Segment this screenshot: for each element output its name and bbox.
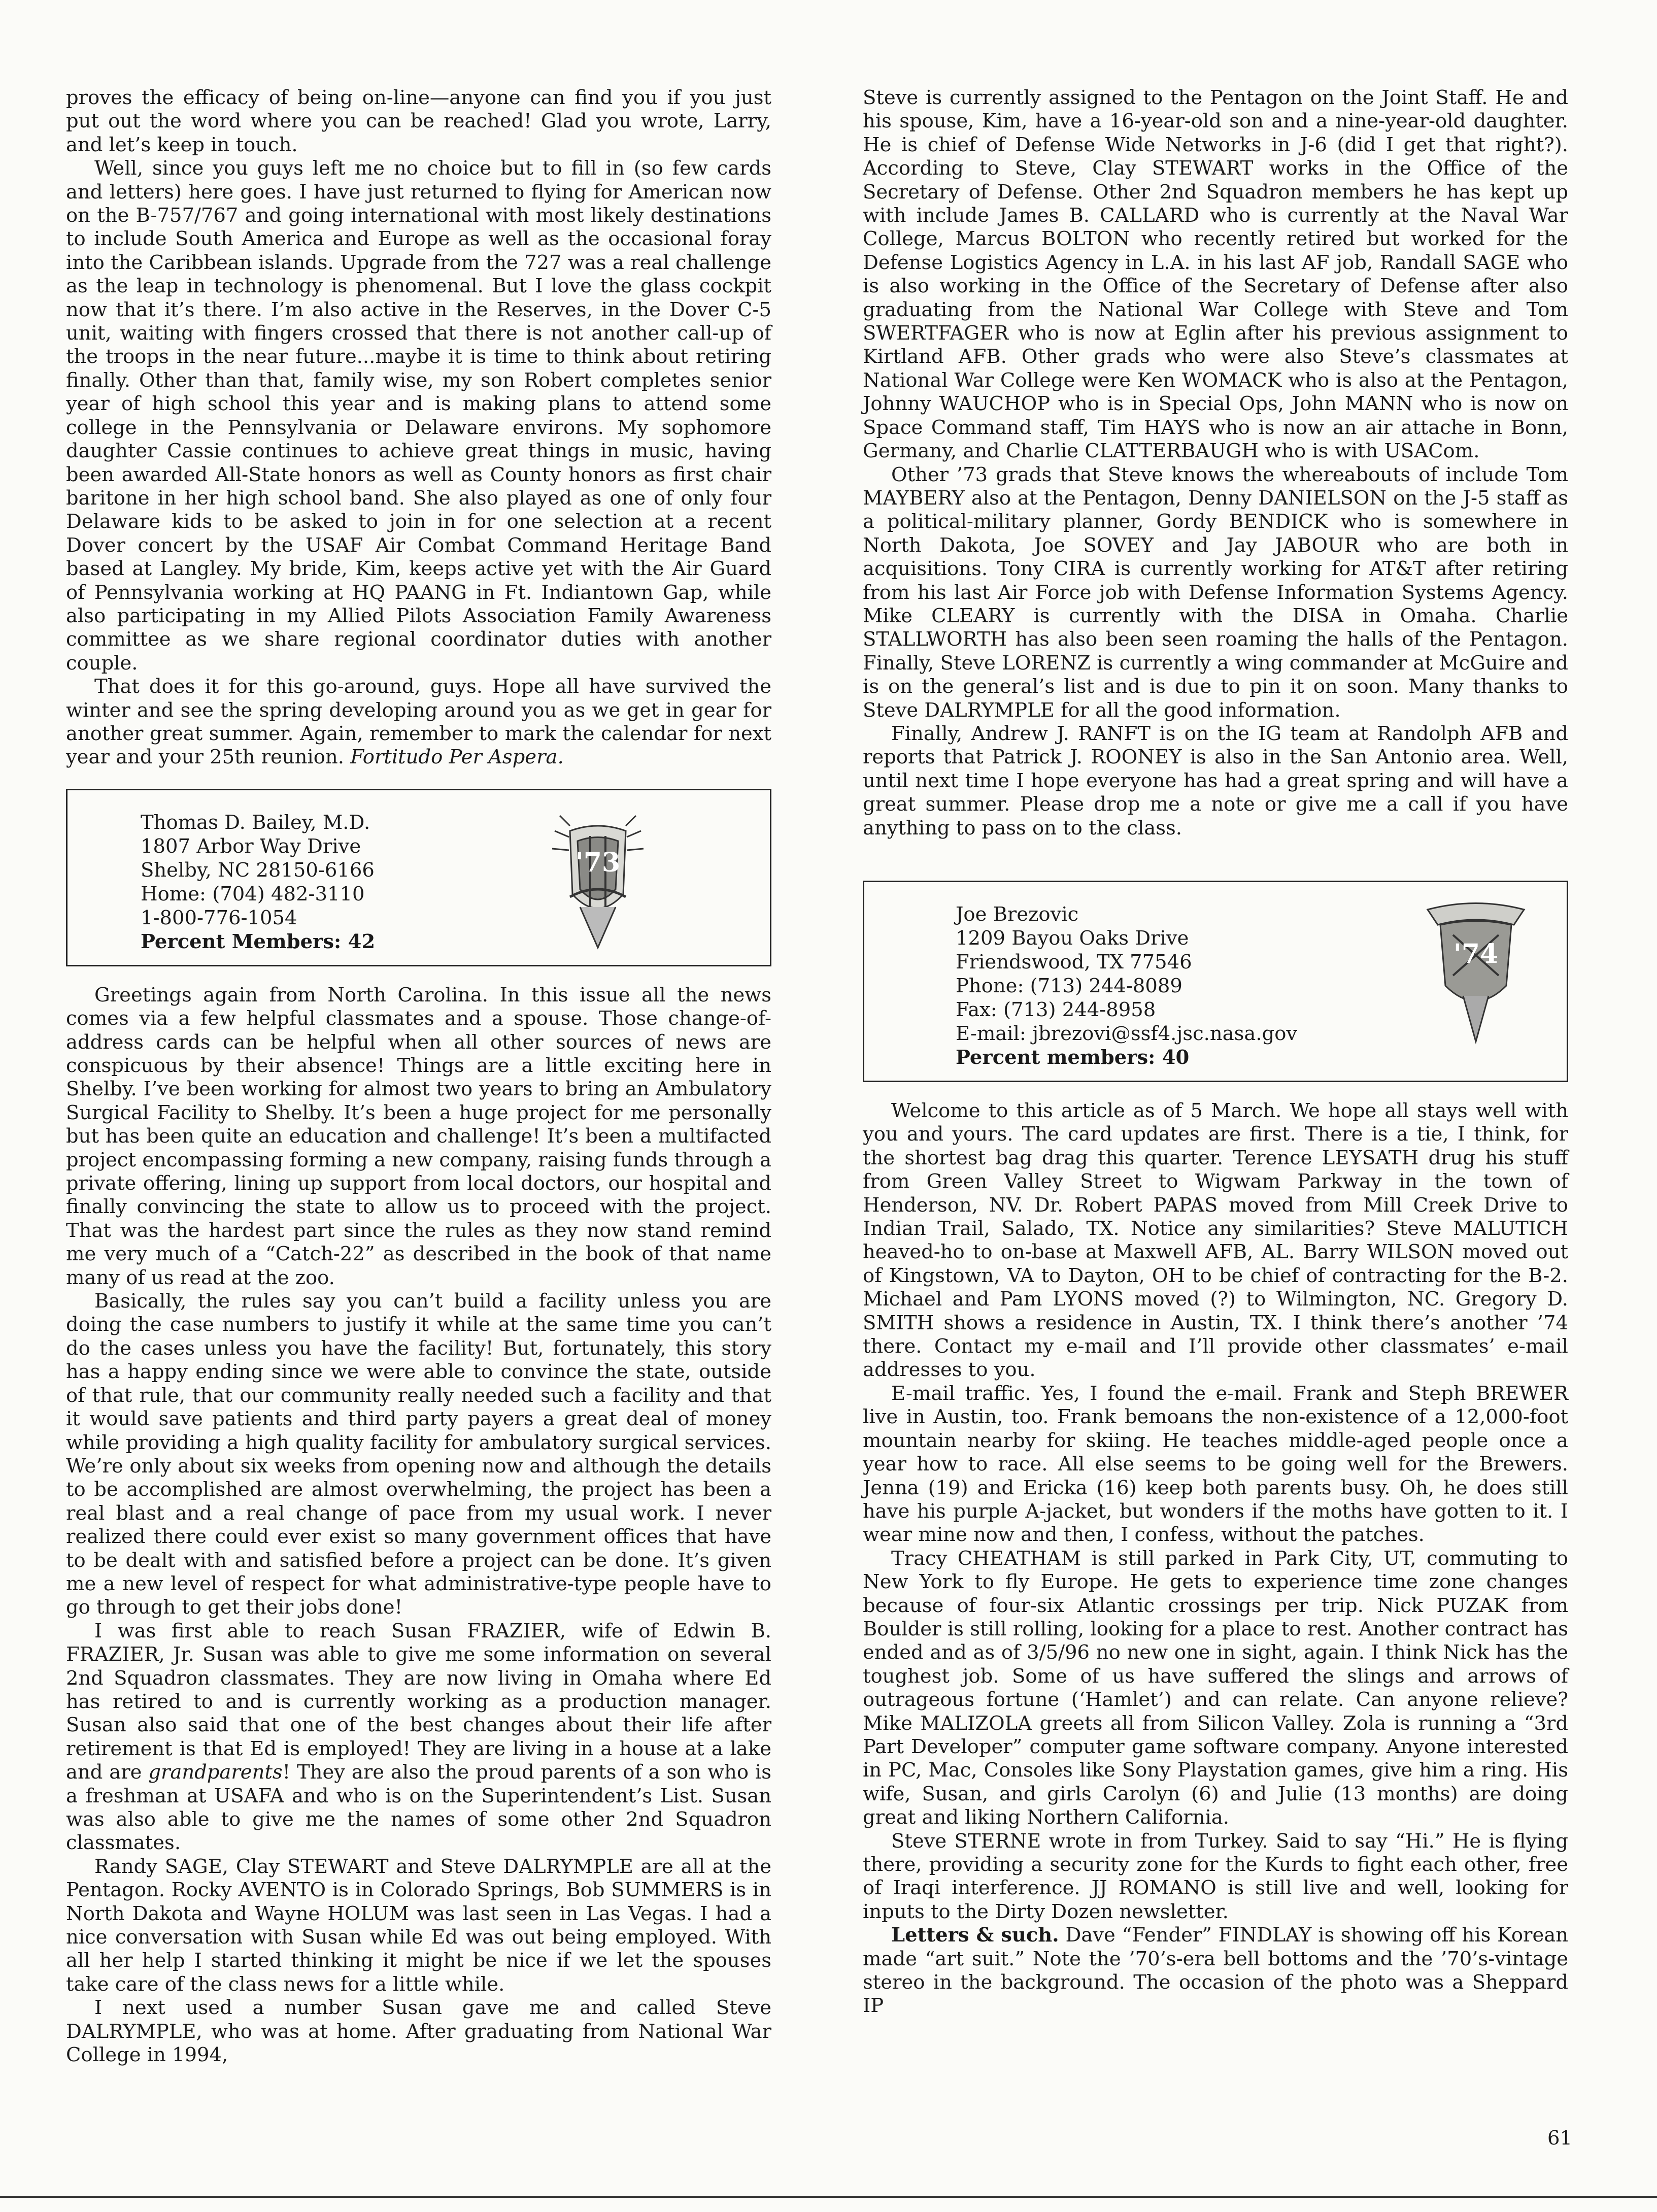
class-crest-icon	[539, 806, 656, 958]
contact-name: Joe Brezovic	[956, 903, 1079, 926]
paragraph-text: Tracy CHEATHAM is still parked in Park City, UT, commuting to New York to fly Europe. He gets to experience time zone changes because of four-six Atlantic crossings per trip. Nick PUZAK from Boulder is still rolling, looking for a place to rest. Another contract has ended and as of 3/5/96 no new one in sight, again. I think Nick has the toughest job. Some of us have suffered the slings and arrows of outrageous fortune (‘Hamlet’) and can relate. Can anyone relieve? Mike MALIZOLA greets all from Silicon Valley. Zola is running a “3rd Part Developer” computer game software company. Anyone interested in PC, Mac, Consoles like Sony Playstation games, give him a ring. His wife, Susan, and girls Carolyn (6) and Julie (13 months) are doing great and liking Northern California.	[863, 1547, 1568, 1829]
paragraph	[863, 1099, 1568, 1382]
crest-number: '73	[575, 847, 621, 878]
class-motto: Fortitudo Per Aspera.	[350, 746, 564, 769]
paragraph-text: Well, since you guys left me no choice but to fill in (so few cards and letters) here goes. I have just returned to flying for American now on the B-757/767 and going international with most likely destinations to include South America and Europe as well as the occasional foray into the Caribbean islands. Upgrade from the 727 was a real challenge as the leap in technology is phenomenal. But I love the glass cockpit now that it’s there. I’m also active in the Reserves, in the Dover C-5 unit, waiting with fingers crossed that there is not another call-up of the troops in the near future...maybe it is time to think about retiring finally. Other than that, family wise, my son Robert completes senior year of high school this year and is making plans to attend some college in the Pennsylvania or Delaware environs. My sophomore daughter Cassie continues to achieve great things in music, having been awarded All-State honors as well as County honors as first chair baritone in her high school band. She also played as one of only four Delaware kids to be asked to join in for one selection at a recent Dover concert by the USAF Air Combat Command Heritage Band based at Langley. My bride, Kim, keeps active yet with the Air Guard of Pennsylvania working at HQ PAANG in Ft. Indiantown Gap, while also participating in my Allied Pilots Association Family Awareness committee as we share regional coordinator duties with another couple.	[66, 157, 771, 675]
crest-number: '74	[1453, 939, 1499, 969]
paragraph-text: I next used a number Susan gave me and called Steve DALRYMPLE, who was at home. After graduating from National War College in 1994,	[66, 1996, 771, 2067]
paragraph-text: Randy SAGE, Clay STEWART and Steve DALRYMPLE are all at the Pentagon. Rocky AVENTO is in Colorado Springs, Bob SUMMERS is in North Dakota and Wayne HOLUM was last seen in Las Vegas. I had a nice conversation with Susan while Ed was out being employed. With all her help I started thinking it might be nice if we let the spouses take care of the class news for a little while.	[66, 1855, 771, 1996]
paragraph	[863, 722, 1568, 840]
paragraph-text: Dave “Fender” FINDLAY is showing off his Korean made “art suit.” Note the ’70’s-era bell bottoms and the ’70’s-vintage stereo in the background. The occasion of the photo was a Sheppard IP	[863, 1924, 1568, 2018]
left-column-top-text	[66, 86, 771, 769]
paragraph	[863, 1547, 1568, 1830]
paragraph-lead: Letters & such.	[891, 1924, 1059, 1947]
paragraph	[66, 1855, 771, 1996]
contact-city: Friendswood, TX 77546	[956, 951, 1192, 974]
paragraph-text: I was first able to reach Susan FRAZIER, wife of Edwin B. FRAZIER, Jr. Susan was able to give me some information on several 2nd Squadron classmates. They are now living in Omaha where Ed has retired to and is currently working as a production manager. Susan also said that one of the best changes about their life after retirement is that Ed is employed! They are living in a house at a lake and are	[66, 1619, 771, 1784]
paragraph	[66, 1620, 771, 1855]
contact-box-class-74	[863, 881, 1568, 1082]
paragraph	[863, 1924, 1568, 2018]
paragraph-text: Welcome to this article as of 5 March. We hope all stays well with you and yours. The card updates are first. There is a tie, I think, for the shortest bag drag this quarter. Terence LEYSATH drug his stuff from Green Valley Street to Wigwam Parkway in the town of Henderson, NV. Dr. Robert PAPAS moved from Mill Creek Drive to Indian Trail, Salado, TX. Notice any similarities? Steve MALUTICH heaved-ho to on-base at Maxwell AFB, AL. Barry WILSON moved out of Kingstown, VA to Dayton, OH to be chief of contracting for the B-2. Michael and Pam LYONS moved (?) to Wilmington, NC. Gregory D. SMITH shows a residence in Austin, TX. I think there’s another ’74 there. Contact my e-mail and I’ll provide other classmates’ e-mail addresses to you.	[863, 1099, 1568, 1382]
bottom-rule	[0, 2196, 1657, 2198]
paragraph	[863, 1830, 1568, 1924]
contact-box-class-73	[66, 789, 771, 966]
paragraph-text: proves the efficacy of being on-line—anyone can find you if you just put out the word where you can be reached! Glad you wrote, Larry, and let’s keep in touch.	[66, 86, 771, 156]
paragraph-text: Finally, Andrew J. RANFT is on the IG team at Randolph AFB and reports that Patrick J. ROONEY is also in the San Antonio area. Well, until next time I hope everyone has had a great spring and will have a great summer. Please drop me a note or give me a call if you have anything to pass on to the class.	[863, 722, 1568, 840]
paragraph-text: Steve STERNE wrote in from Turkey. Said to say “Hi.” He is flying there, providing a security zone for the Kurds to fight each other, free of Iraqi interference. JJ ROMANO is still live and well, looking for inputs to the Dirty Dozen newsletter.	[863, 1829, 1568, 1923]
paragraph-text: Other ’73 grads that Steve knows the whereabouts of include Tom MAYBERY also at the Pentagon, Denny DANIELSON on the J-5 staff as a political-military planner, Gordy BENDICK who is somewhere in North Dakota, Joe SOVEY and Jay JABOUR who are both in acquisitions. Tony CIRA is currently working for AT&T after retiring from his last Air Force job with Defense Information Systems Agency. Mike CLEARY is currently with the DISA in Omaha. Charlie STALLWORTH has also been seen roaming the halls of the Pentagon. Finally, Steve LORENZ is currently a wing commander at McGuire and is on the general’s list and is due to pin it on soon. Many thanks to Steve DALRYMPLE for all the good information.	[863, 463, 1568, 722]
paragraph-text: ! They are also the proud parents of a son who is a freshman at USAFA and who is on the Superintendent’s List. Susan was also able to give me the names of some other 2nd Squadron classmates.	[66, 1761, 771, 1855]
paragraph-text: Greetings again from North Carolina. In this issue all the news comes via a few helpful classmates and a spouse. Those change-of-address cards can be helpful when all other sources of news are conspicuous by their absence! Things are a little exciting here in Shelby. I’ve been working for almost two years to bring an Ambulatory Surgical Facility to Shelby. It’s been a huge project for me personally but has been quite an education and challenge! It’s been a multifacted project encompassing forming a new company, raising funds through a private offering, lining up support from local doctors, our hospital and finally convincing the state to allow us to proceed with the project. That was the hardest part since the rules as they now stand remind me very much of a “Catch-22” as described in the book of that name many of us read at the zoo.	[66, 983, 771, 1289]
paragraph	[66, 1290, 771, 1620]
contact-city: Shelby, NC 28150-6166	[141, 858, 375, 882]
paragraph	[66, 1996, 771, 2067]
percent-members: Percent members: 40	[956, 1046, 1190, 1069]
contact-street: 1209 Bayou Oaks Drive	[956, 927, 1189, 950]
contact-home-phone: Home: (704) 482-3110	[141, 882, 365, 906]
paragraph-text: That does it for this go-around, guys. Hope all have survived the winter and see the spring developing around you as we get in gear for another great summer. Again, remember to mark the calendar for next year and your 25th reunion.	[66, 675, 771, 769]
paragraph	[863, 463, 1568, 722]
paragraph	[863, 1382, 1568, 1547]
right-column	[863, 86, 1568, 2018]
paragraph-text: Basically, the rules say you can’t build a facility unless you are doing the case numbers to justify it while at the same time you can’t do the cases unless you have the facility! But, fortunately, this story has a happy ending since we were able to convince the state, outside of that rule, that our community really needed such a facility and that it would save patients and third party payers a great deal of money while providing a high quality facility for ambulatory surgical services. We’re only about six weeks from opening now and although the details to be accomplished are almost overwhelming, the project has been a real blast and a real change of pace from my usual work. I never realized there could ever exist so many government offices that have to be dealt with and satisfied before a project can be done. It’s given me a new level of respect for what administrative-type people have to go through to get their jobs done!	[66, 1290, 771, 1619]
contact-fax: Fax: (713) 244-8958	[956, 998, 1156, 1021]
paragraph-text: Steve is currently assigned to the Pentagon on the Joint Staff. He and his spouse, Kim, have a 16-year-old son and a nine-year-old daughter. He is chief of Defense Wide Networks in J-6 (did I get that right?). According to Steve, Clay STEWART works in the Office of the Secretary of Defense. Other 2nd Squadron members he has kept up with include James B. CALLARD who is currently at the Naval War College, Marcus BOLTON who recently retired but worked for the Defense Logistics Agency in L.A. in his last AF job, Randall SAGE who is also working in the Office of the Secretary of Defense after also graduating from the National War College with Steve and Tom SWERTFAGER who is now at Eglin after his previous assignment to Kirtland AFB. Other grads who were also Steve’s classmates at National War College were Ken WOMACK who is also at the Pentagon, Johnny WAUCHOP who is in Special Ops, John MANN who is now on Space Command staff, Tim HAYS who is now an air attache in Bonn, Germany, and Charlie CLATTERBAUGH who is with USACom.	[863, 86, 1568, 463]
paragraph-emphasis: grandparents	[148, 1761, 283, 1784]
paragraph	[66, 984, 771, 1290]
percent-members: Percent Members: 42	[141, 930, 376, 953]
contact-phone: Phone: (713) 244-8089	[956, 975, 1182, 997]
left-column	[66, 86, 771, 2067]
paragraph	[66, 86, 771, 157]
paragraph-text: E-mail traffic. Yes, I found the e-mail. Frank and Steph BREWER live in Austin, too. Frank bemoans the non-existence of a 12,000-foot mountain nearby for skiing. He teaches middle-aged people once a year how to race. All else seems to be going well for the Brewers. Jenna (19) and Ericka (16) keep both parents busy. Oh, he does still have his purple A-jacket, but wonders if the moths have gotten to it. I wear mine now and then, I confess, without the patches.	[863, 1382, 1568, 1547]
contact-street: 1807 Arbor Way Drive	[141, 834, 361, 858]
paragraph	[66, 675, 771, 769]
paragraph	[66, 157, 771, 675]
contact-name: Thomas D. Bailey, M.D.	[141, 811, 370, 834]
left-column-bottom-text	[66, 984, 771, 2067]
contact-toll-free: 1-800-776-1054	[141, 906, 297, 929]
paragraph	[863, 86, 1568, 463]
class-crest-icon	[1417, 894, 1534, 1047]
right-column-bottom-text	[863, 1099, 1568, 2018]
right-column-top-text	[863, 86, 1568, 840]
page-number: 61	[1547, 2127, 1572, 2150]
contact-email[interactable]: E-mail: jbrezovi@ssf4.jsc.nasa.gov	[956, 1022, 1298, 1045]
